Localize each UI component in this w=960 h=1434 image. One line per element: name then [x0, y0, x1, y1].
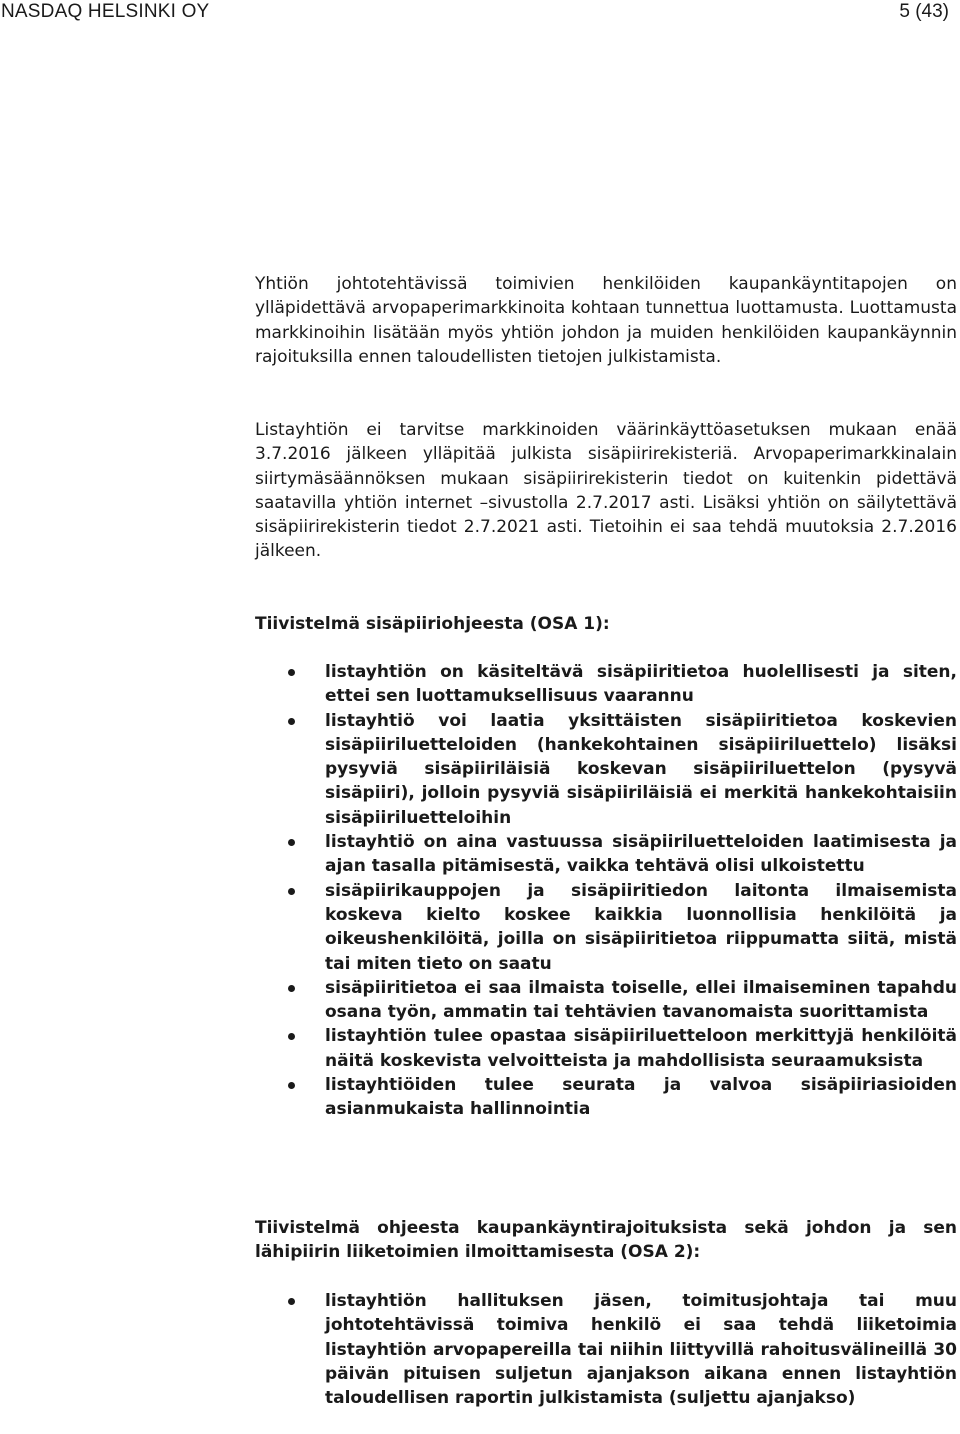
section2-list [255, 1289, 957, 1410]
list-item [255, 1073, 957, 1122]
paragraph-insider-register: Listayhtiön ei tarvitse markkinoiden väärinkäyttöasetuksen mukaan enää 3.7.2016 jälkeen ylläpitää julkista sisäpiirirekisteriä. Arvopaperimarkkinalain siirtymäsäännöksen mukaan sisäpiirirekisterin tiedot on kuitenkin pidettävä saatavilla yhtiön internet –sivustolla 2.7.2017 asti. Lisäksi yhtiön on säilytettävä sisäpiirirekisterin tiedot 2.7.2021 asti. Tietoihin ei saa tehdä muutoksia 2.7.2016 jälkeen. [255, 420, 957, 562]
header-company-name: NASDAQ HELSINKI OY [1, 1, 210, 22]
paragraph-trust: Yhtiön johtotehtävissä toimivien henkilöiden kaupankäyntitapojen on ylläpidettävä arvopaperimarkkinoita kohtaan tunnettua luottamusta. Luottamusta markkinoihin lisätään myös yhtiön johdon ja muiden henkilöiden kaupankäynnin rajoituksilla ennen taloudellisten tietojen julkistamista. [255, 274, 957, 367]
bullet-icon [288, 1033, 295, 1040]
list-item [255, 1289, 957, 1410]
list-item-text: listayhtiön on käsiteltävä sisäpiiritietoa huolellisesti ja siten, ettei sen luottamuksellisuus vaarannu [325, 662, 957, 707]
bullet-icon [288, 839, 295, 846]
list-item-text: listayhtiöiden tulee seurata ja valvoa sisäpiiriasioiden asianmukaista hallinnointia [325, 1075, 957, 1120]
list-item-text: listayhtiö on aina vastuussa sisäpiiriluetteloiden laatimisesta ja ajan tasalla pitämisestä, vaikka tehtävä olisi ulkoistettu [325, 832, 957, 877]
list-item [255, 709, 957, 830]
list-item-text: sisäpiiritietoa ei saa ilmaista toiselle, ellei ilmaiseminen tapahdu osana työn, ammatin tai tehtävien tavanomaista suorittamista [325, 977, 957, 1023]
bullet-icon [288, 1082, 295, 1089]
section1-heading: Tiivistelmä sisäpiiriohjeesta (OSA 1): [255, 614, 610, 634]
list-item [255, 976, 957, 1025]
section2-heading: Tiivistelmä ohjeesta kaupankäyntirajoituksista sekä johdon ja sen lähipiirin liiketoimien ilmoittamisesta (OSA 2): [255, 1218, 957, 1263]
list-item [255, 879, 957, 976]
list-item [255, 830, 957, 879]
bullet-icon [288, 669, 295, 676]
list-item-text: listayhtiön tulee opastaa sisäpiiriluetteloon merkittyjä henkilöitä näitä koskevista velvoitteista ja mahdollisista seuraamuksista [325, 1026, 957, 1071]
section1-list [255, 660, 957, 1122]
list-item-text: listayhtiön hallituksen jäsen, toimitusjohtaja tai muu johtotehtävissä toimiva henkilö ei saa tehdä liiketoimia listayhtiön arvopapereilla tai niihin liittyvillä rahoitusvälineillä 30 päivän pituisen suljetun ajanjakson aikana ennen listayhtiön taloudellisen raportin julkistamista (suljettu ajanjakso) [325, 1291, 957, 1409]
bullet-icon [288, 1298, 295, 1305]
bullet-icon [288, 985, 295, 992]
list-item [255, 1024, 957, 1073]
list-item-text: sisäpiirikauppojen ja sisäpiiritiedon laitonta ilmaisemista koskeva kielto koskee kaikkia luonnollisia henkilöitä ja oikeushenkilöitä, joilla on sisäpiiritietoa riippumatta siitä, mistä tai miten tieto on saatu [325, 880, 957, 974]
bullet-icon [288, 718, 295, 725]
page-number: 5 (43) [899, 1, 949, 22]
list-item-text: listayhtiö voi laatia yksittäisten sisäpiiritietoa koskevien sisäpiiriluetteloiden (hankekohtainen sisäpiiriluettelo) lisäksi pysyviä sisäpiiriläisiä koskevan sisäpiiriluettelon (pysyvä sisäpiiri), jolloin pysyviä sisäpiiriläisiä ei merkitä hankekohtaisiin sisäpiiriluetteloihin [325, 710, 957, 828]
bullet-icon [288, 888, 295, 895]
list-item [255, 660, 957, 709]
